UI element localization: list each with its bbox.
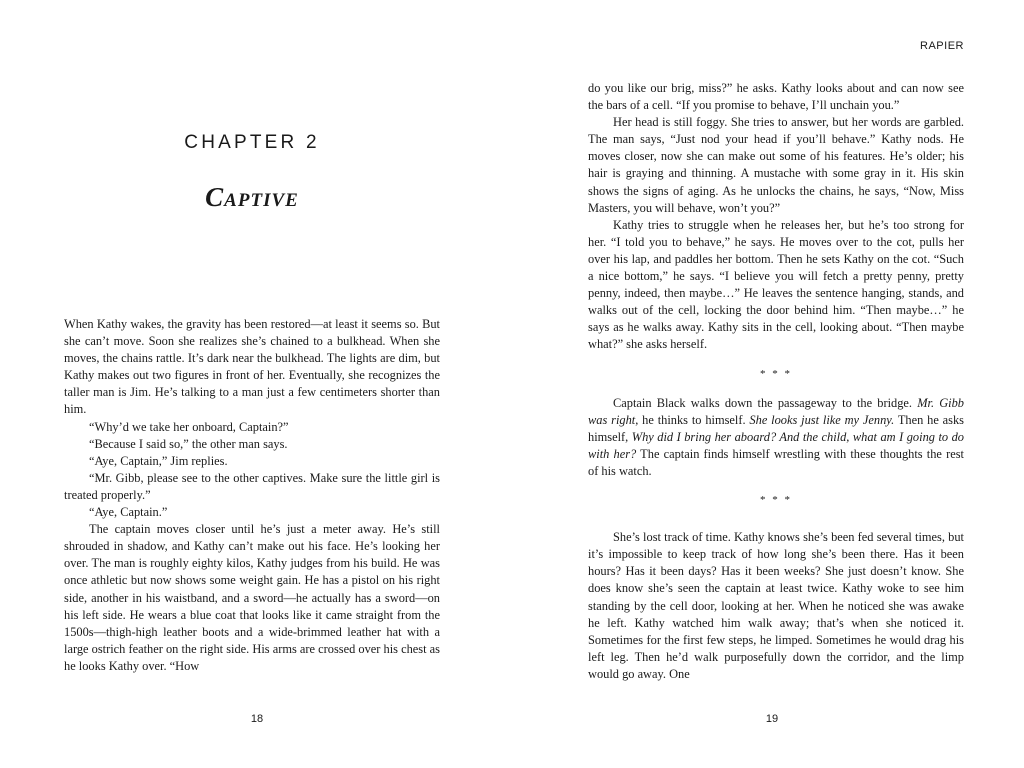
paragraph: The captain moves closer until he’s just a meter away. He’s still shrouded in shadow, and Kathy can’t make out his face. He’s looking her over. The man is roughly eighty kilos, Kathy judges from his build. He was once athletic but now shows some weight gain. He has a pistol on his right side, another in his waistband, and a sword—he actually has a sword—on his left side. He wears a blue coat that looks like it came straight from the 1500s—thigh-high leather boots and a wide-brimmed leather hat with a large ostrich feather on the right side. His arms are crossed over his chest as he looks Kathy over. “How (64, 522, 440, 673)
chapter-number: CHAPTER 2 (184, 132, 320, 153)
paragraph (588, 395, 964, 480)
text-run: Captain Black walks down the passageway to the bridge. (613, 395, 918, 410)
page-number: 18 (250, 713, 264, 725)
running-head: RAPIER (920, 40, 964, 52)
paragraph: “Aye, Captain,” Jim replies. (89, 453, 228, 468)
chapter-title: Captive (205, 182, 299, 212)
left-body-text (64, 316, 440, 675)
paragraph: “Mr. Gibb, please see to the other captives. Make sure the little girl is treated properly.” (64, 470, 440, 502)
paragraph: When Kathy wakes, the gravity has been restored—at least it seems so. But she can’t move. Soon she realizes she’s chained to a bulkhead. When she moves, the chains rattle. It’s dark near the bulkhead. The lights are dim, but Kathy makes out two figures in front of her. Eventually, she recognizes the taller man is Jim. He’s talking to a man just a few centimeters shorter than him. (64, 317, 440, 417)
right-body-text (588, 80, 964, 683)
text-run: The captain finds himself wrestling with these thoughts the rest of his watch. (588, 446, 964, 478)
italic-run: Mr. Gibb was right (588, 395, 964, 427)
paragraph: “Because I said so,” the other man says. (89, 436, 288, 451)
paragraph: do you like our brig, miss?” he asks. Kathy looks about and can now see the bars of a cell. “If you promise to behave, I’ll unchain you.” (588, 81, 964, 113)
italic-run: She looks just like my Jenny. (749, 412, 895, 427)
paragraph: Kathy tries to struggle when he releases her, but he’s too strong for her. “I told you to behave,” he says. He moves over to the cot, pulls her over his lap, and paddles her bottom. Then he sets Kathy on the cot. “Such a nice bottom,” he says. “I believe you will fetch a pretty penny, pretty penny, indeed, then maybe…” He leaves the sentence hanging, stands, and walks out of the cell, locking the door behind him. “Then maybe…” he says as he walks away. Kathy sits in the cell, looking about. “Then maybe what?” she asks herself. (588, 217, 964, 352)
paragraph: “Why’d we take her onboard, Captain?” (89, 419, 289, 434)
paragraph: “Aye, Captain.” (89, 505, 168, 520)
text-run: , he thinks to himself. (635, 412, 750, 427)
page-number: 19 (765, 713, 779, 725)
scene-break: * * * (760, 494, 792, 507)
scene-break: * * * (760, 367, 792, 380)
italic-run: Why did I bring her aboard? And the child, what am I going to do with her? (588, 429, 964, 461)
paragraph: She’s lost track of time. Kathy knows she’s been fed several times, but it’s impossible to keep track of how long she’s been there. Has it been hours? Has it been days? Has it been weeks? She just doesn’t know. She does know she’s seen the captain at least twice. Kathy woke to see him standing by the cell door, looking at her. When he noticed she was awake he left. Kathy watched him walk away; that’s when she noticed it. Sometimes for the first few steps, he limped. Sometimes he would drag his left leg. Then he’d walk purposefully down the corridor, and the limp would go away. One (588, 530, 964, 681)
right-page (512, 0, 1024, 768)
paragraph: Her head is still foggy. She tries to answer, but her words are garbled. The man says, “Just nod your head if you’ll behave.” Kathy nods. He moves closer, now she can make out some of his features. He’s older; his hair is graying and thinning. A mustache with some gray in it. His skin shows the signs of aging. As he unlocks the chains, he says, “Now, Miss Masters, you will behave, won’t you?” (588, 115, 964, 215)
text-run: Then he asks himself, (588, 412, 964, 444)
